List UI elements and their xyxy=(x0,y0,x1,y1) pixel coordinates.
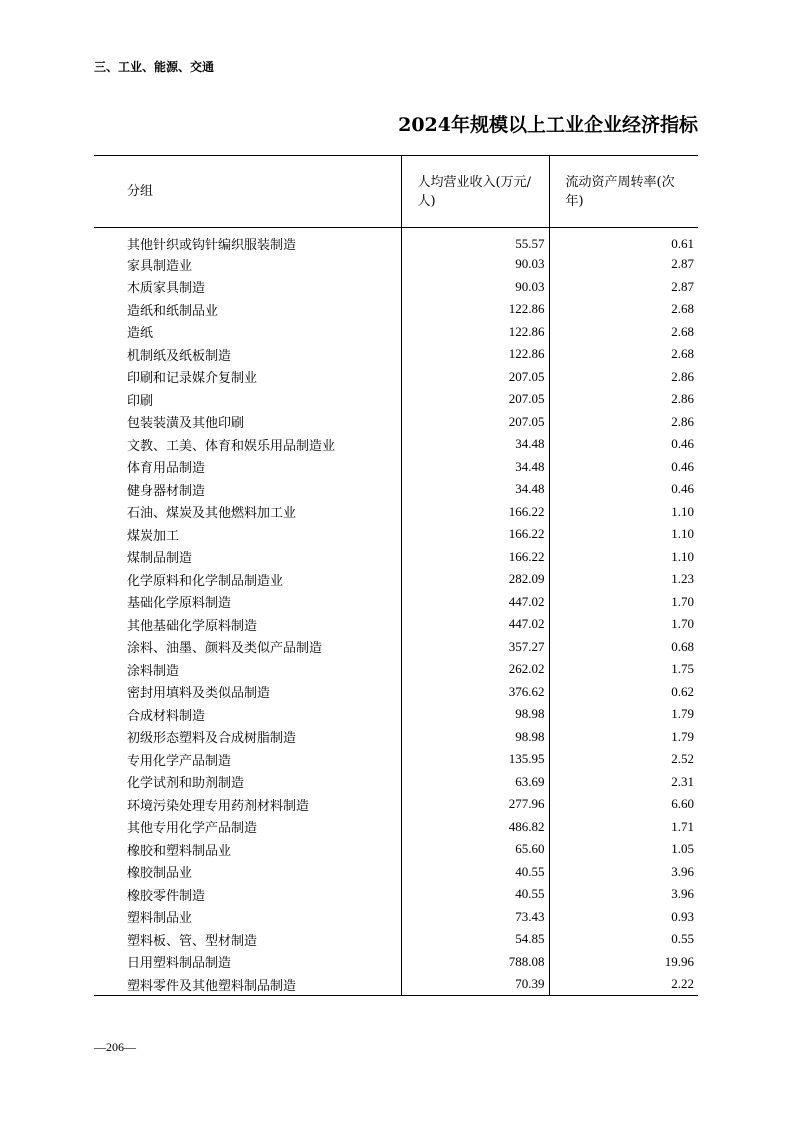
turnover-rate-cell: 2.68 xyxy=(549,343,698,366)
table-row xyxy=(94,793,698,816)
row-name-cell: 包装装潢及其他印刷 xyxy=(127,416,245,432)
column-header-group: 分组 xyxy=(94,156,401,228)
turnover-rate-cell: 2.68 xyxy=(549,321,698,344)
revenue-per-capita-cell: 40.55 xyxy=(401,861,549,884)
turnover-rate-cell: 3.96 xyxy=(549,883,698,906)
revenue-per-capita-cell: 447.02 xyxy=(401,613,549,636)
table-row xyxy=(94,568,698,591)
row-name-cell: 其他针织或钩针编织服装制造 xyxy=(127,238,297,253)
revenue-per-capita-cell: 207.05 xyxy=(401,388,549,411)
revenue-per-capita-cell: 486.82 xyxy=(401,816,549,839)
row-name-cell: 合成材料制造 xyxy=(127,708,206,724)
column-header-revenue-per-capita: 人均营业收入(万元/人) xyxy=(401,156,549,228)
row-name-cell: 初级形态塑料及合成树脂制造 xyxy=(127,731,297,747)
turnover-rate-cell: 2.31 xyxy=(549,771,698,794)
table-row xyxy=(94,591,698,614)
row-name-cell: 石油、煤炭及其他燃料加工业 xyxy=(127,506,297,522)
turnover-rate-cell: 1.05 xyxy=(549,838,698,861)
revenue-per-capita-cell: 70.39 xyxy=(401,973,549,996)
turnover-rate-cell: 2.87 xyxy=(549,253,698,276)
indicator-table-container xyxy=(94,155,698,996)
revenue-per-capita-cell: 54.85 xyxy=(401,928,549,951)
table-row xyxy=(94,906,698,929)
table-row xyxy=(94,478,698,501)
turnover-rate-cell: 19.96 xyxy=(549,951,698,974)
revenue-per-capita-cell: 90.03 xyxy=(401,276,549,299)
row-name-cell: 塑料零件及其他塑料制品制造 xyxy=(94,973,401,996)
table-row xyxy=(94,298,698,321)
revenue-per-capita-cell: 34.48 xyxy=(401,478,549,501)
row-name-cell: 涂料、油墨、颜料及类似产品制造 xyxy=(127,641,323,657)
turnover-rate-cell: 2.52 xyxy=(549,748,698,771)
revenue-per-capita-cell: 357.27 xyxy=(401,636,549,659)
turnover-rate-cell: 1.70 xyxy=(549,591,698,614)
row-name-cell: 印刷 xyxy=(127,393,154,409)
table-row xyxy=(94,928,698,951)
revenue-per-capita-cell: 63.69 xyxy=(401,771,549,794)
revenue-per-capita-cell: 34.48 xyxy=(401,456,549,479)
turnover-rate-cell: 1.79 xyxy=(549,703,698,726)
indicator-table xyxy=(94,155,698,996)
revenue-per-capita-cell: 73.43 xyxy=(401,906,549,929)
revenue-per-capita-cell: 166.22 xyxy=(401,546,549,569)
row-name-cell: 化学原料和化学制品制造业 xyxy=(127,573,284,589)
table-row xyxy=(94,228,698,254)
column-header-current-asset-turnover: 流动资产周转率(次年) xyxy=(549,156,698,228)
revenue-per-capita-cell: 207.05 xyxy=(401,366,549,389)
turnover-rate-cell: 0.61 xyxy=(549,228,698,254)
revenue-per-capita-cell: 55.57 xyxy=(401,228,549,254)
turnover-rate-cell: 6.60 xyxy=(549,793,698,816)
turnover-rate-cell: 0.46 xyxy=(549,456,698,479)
row-name-cell: 健身器材制造 xyxy=(127,483,206,499)
turnover-rate-cell: 0.62 xyxy=(549,681,698,704)
revenue-per-capita-cell: 207.05 xyxy=(401,411,549,434)
row-name-cell: 橡胶制品业 xyxy=(127,866,193,882)
turnover-rate-cell: 1.10 xyxy=(549,501,698,524)
row-name-cell: 家具制造业 xyxy=(127,258,193,274)
turnover-rate-cell: 2.86 xyxy=(549,411,698,434)
table-row xyxy=(94,523,698,546)
turnover-rate-cell: 0.55 xyxy=(549,928,698,951)
revenue-per-capita-cell: 277.96 xyxy=(401,793,549,816)
table-row xyxy=(94,411,698,434)
row-name-cell: 环境污染处理专用药剂材料制造 xyxy=(127,798,310,814)
revenue-per-capita-cell: 122.86 xyxy=(401,298,549,321)
turnover-rate-cell: 0.93 xyxy=(549,906,698,929)
turnover-rate-cell: 2.86 xyxy=(549,388,698,411)
table-row xyxy=(94,366,698,389)
revenue-per-capita-cell: 447.02 xyxy=(401,591,549,614)
turnover-rate-cell: 1.10 xyxy=(549,523,698,546)
row-name-cell: 密封用填料及类似品制造 xyxy=(127,686,271,702)
row-name-cell: 其他专用化学产品制造 xyxy=(127,821,258,837)
page-title: 2024年规模以上工业企业经济指标 xyxy=(398,114,698,136)
revenue-per-capita-cell: 788.08 xyxy=(401,951,549,974)
table-row xyxy=(94,546,698,569)
revenue-per-capita-cell: 262.02 xyxy=(401,658,549,681)
revenue-per-capita-cell: 98.98 xyxy=(401,703,549,726)
table-row xyxy=(94,388,698,411)
row-name-cell: 文教、工美、体育和娱乐用品制造业 xyxy=(127,438,336,454)
turnover-rate-cell: 0.46 xyxy=(549,433,698,456)
page-number: —206— xyxy=(94,1040,136,1054)
row-name-cell: 其他基础化学原料制造 xyxy=(127,618,258,634)
revenue-per-capita-cell: 166.22 xyxy=(401,523,549,546)
table-row xyxy=(94,973,698,996)
row-name-cell: 塑料制品业 xyxy=(127,911,193,927)
table-row xyxy=(94,726,698,749)
revenue-per-capita-cell: 40.55 xyxy=(401,883,549,906)
row-name-cell: 机制纸及纸板制造 xyxy=(127,348,232,364)
revenue-per-capita-cell: 34.48 xyxy=(401,433,549,456)
turnover-rate-cell: 1.23 xyxy=(549,568,698,591)
table-row xyxy=(94,883,698,906)
row-name-cell: 涂料制造 xyxy=(127,663,180,679)
row-name-cell: 专用化学产品制造 xyxy=(127,753,232,769)
row-name-cell: 橡胶零件制造 xyxy=(127,888,206,904)
table-row xyxy=(94,321,698,344)
table-row xyxy=(94,433,698,456)
table-row xyxy=(94,658,698,681)
turnover-rate-cell: 3.96 xyxy=(549,861,698,884)
table-row xyxy=(94,681,698,704)
row-name-cell: 基础化学原料制造 xyxy=(127,596,232,612)
turnover-rate-cell: 2.22 xyxy=(549,973,698,996)
revenue-per-capita-cell: 122.86 xyxy=(401,343,549,366)
turnover-rate-cell: 0.46 xyxy=(549,478,698,501)
table-row xyxy=(94,838,698,861)
turnover-rate-cell: 1.10 xyxy=(549,546,698,569)
turnover-rate-cell: 1.79 xyxy=(549,726,698,749)
row-name-cell: 塑料板、管、型材制造 xyxy=(127,933,258,949)
row-name-cell: 橡胶和塑料制品业 xyxy=(127,843,232,859)
revenue-per-capita-cell: 166.22 xyxy=(401,501,549,524)
turnover-rate-cell: 0.68 xyxy=(549,636,698,659)
revenue-per-capita-cell: 376.62 xyxy=(401,681,549,704)
row-name-cell: 造纸 xyxy=(127,326,154,342)
row-name-cell: 印刷和记录媒介复制业 xyxy=(127,371,258,387)
table-row xyxy=(94,343,698,366)
table-row xyxy=(94,501,698,524)
turnover-rate-cell: 2.87 xyxy=(549,276,698,299)
row-name-cell: 体育用品制造 xyxy=(127,461,206,477)
turnover-rate-cell: 1.75 xyxy=(549,658,698,681)
table-row xyxy=(94,951,698,974)
row-name-cell: 煤炭加工 xyxy=(127,528,180,544)
row-name-cell: 煤制品制造 xyxy=(127,551,193,567)
revenue-per-capita-cell: 98.98 xyxy=(401,726,549,749)
section-header: 三、工业、能源、交通 xyxy=(94,60,215,74)
table-header-row xyxy=(94,156,698,228)
table-row xyxy=(94,636,698,659)
turnover-rate-cell: 1.71 xyxy=(549,816,698,839)
row-name-cell: 造纸和纸制品业 xyxy=(127,303,219,319)
row-name-cell: 化学试剂和助剂制造 xyxy=(127,776,245,792)
revenue-per-capita-cell: 65.60 xyxy=(401,838,549,861)
table-row xyxy=(94,861,698,884)
table-row xyxy=(94,703,698,726)
turnover-rate-cell: 2.68 xyxy=(549,298,698,321)
table-row xyxy=(94,771,698,794)
table-row xyxy=(94,816,698,839)
turnover-rate-cell: 2.86 xyxy=(549,366,698,389)
revenue-per-capita-cell: 122.86 xyxy=(401,321,549,344)
revenue-per-capita-cell: 90.03 xyxy=(401,253,549,276)
row-name-cell: 日用塑料制品制造 xyxy=(127,956,232,972)
turnover-rate-cell: 1.70 xyxy=(549,613,698,636)
revenue-per-capita-cell: 135.95 xyxy=(401,748,549,771)
revenue-per-capita-cell: 282.09 xyxy=(401,568,549,591)
table-row xyxy=(94,456,698,479)
table-row xyxy=(94,276,698,299)
row-name-cell: 木质家具制造 xyxy=(127,281,206,297)
table-row xyxy=(94,613,698,636)
table-row xyxy=(94,748,698,771)
table-row xyxy=(94,253,698,276)
table-body xyxy=(94,228,698,996)
